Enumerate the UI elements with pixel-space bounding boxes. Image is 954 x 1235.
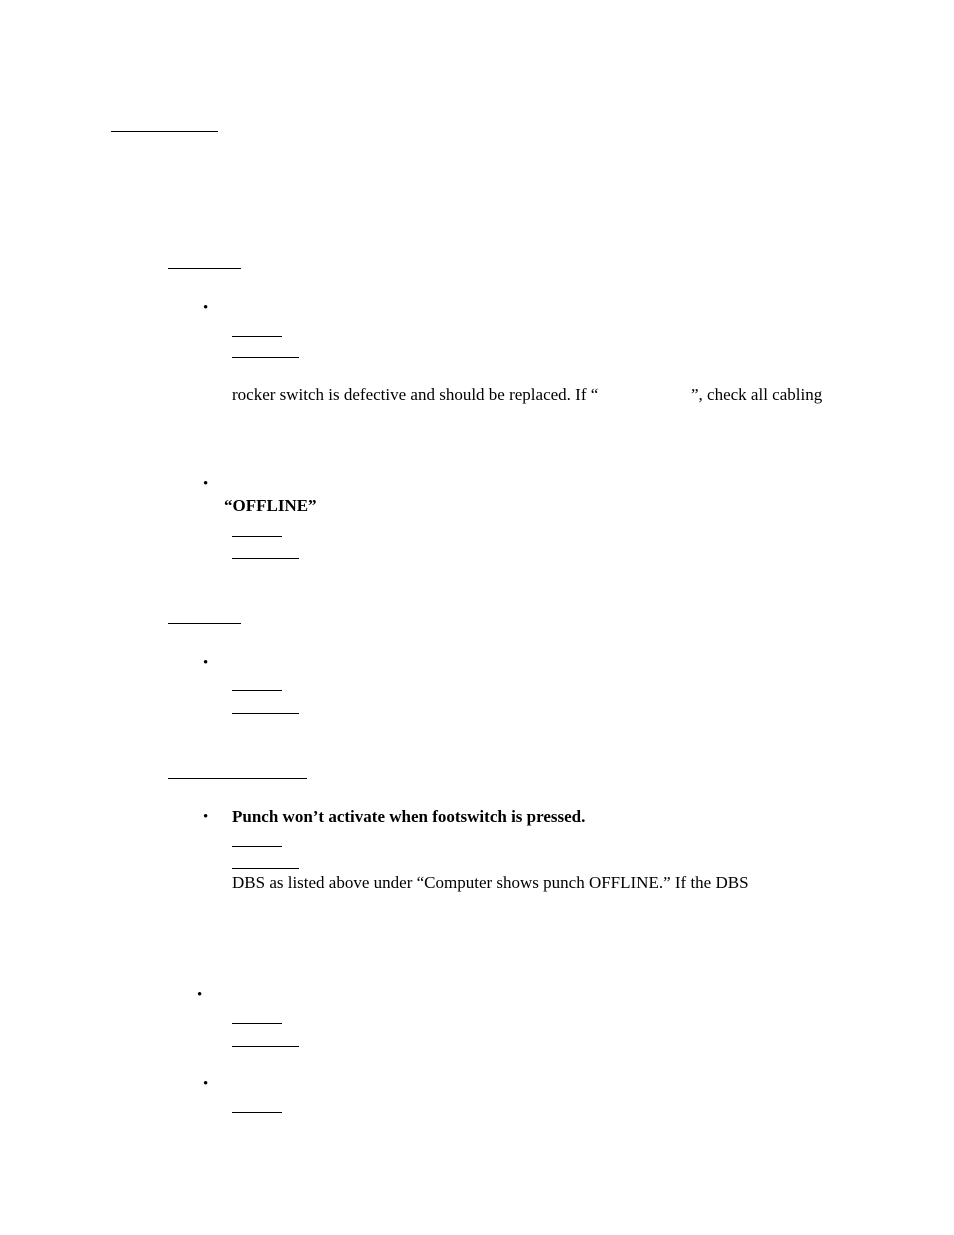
section1-item1-solution-underline bbox=[232, 357, 299, 358]
section3-item2-cause-underline bbox=[232, 1023, 282, 1024]
section3-item1-text: DBS as listed above under “Computer shows punch OFFLINE.” If the DBS bbox=[232, 873, 749, 892]
section2-item1-cause-underline bbox=[232, 690, 282, 691]
section1-item1-bullet: • bbox=[203, 300, 209, 316]
section1-item2-bullet: • bbox=[203, 476, 209, 492]
section1-item2-solution-underline bbox=[232, 558, 299, 559]
section1-item2-cause-underline bbox=[232, 536, 282, 537]
section1-item1-text-cont: ”, check all cabling bbox=[691, 385, 823, 404]
section2-heading-underline bbox=[168, 623, 241, 624]
section1-item1-cause-underline bbox=[232, 336, 282, 337]
section3-item1-solution-underline bbox=[232, 868, 299, 869]
section3-item2-bullet: • bbox=[197, 987, 203, 1003]
section3-item3-cause-underline bbox=[232, 1112, 282, 1113]
section2-item1-solution-underline bbox=[232, 713, 299, 714]
section3-item2-solution-underline bbox=[232, 1046, 299, 1047]
section1-item2-offline-label: “OFFLINE” bbox=[224, 496, 317, 515]
section2-item1-bullet: • bbox=[203, 655, 209, 671]
section3-heading-underline bbox=[168, 778, 307, 779]
section3-item1-title: Punch won’t activate when footswitch is pressed. bbox=[232, 807, 586, 826]
section3-item1-bullet: • bbox=[203, 809, 209, 825]
section1-heading-underline bbox=[168, 268, 241, 269]
page-heading-underline bbox=[111, 131, 218, 132]
section1-item1-text: rocker switch is defective and should be replaced. If “ bbox=[232, 385, 599, 404]
section3-item3-bullet: • bbox=[203, 1076, 209, 1092]
section3-item1-cause-underline bbox=[232, 846, 282, 847]
